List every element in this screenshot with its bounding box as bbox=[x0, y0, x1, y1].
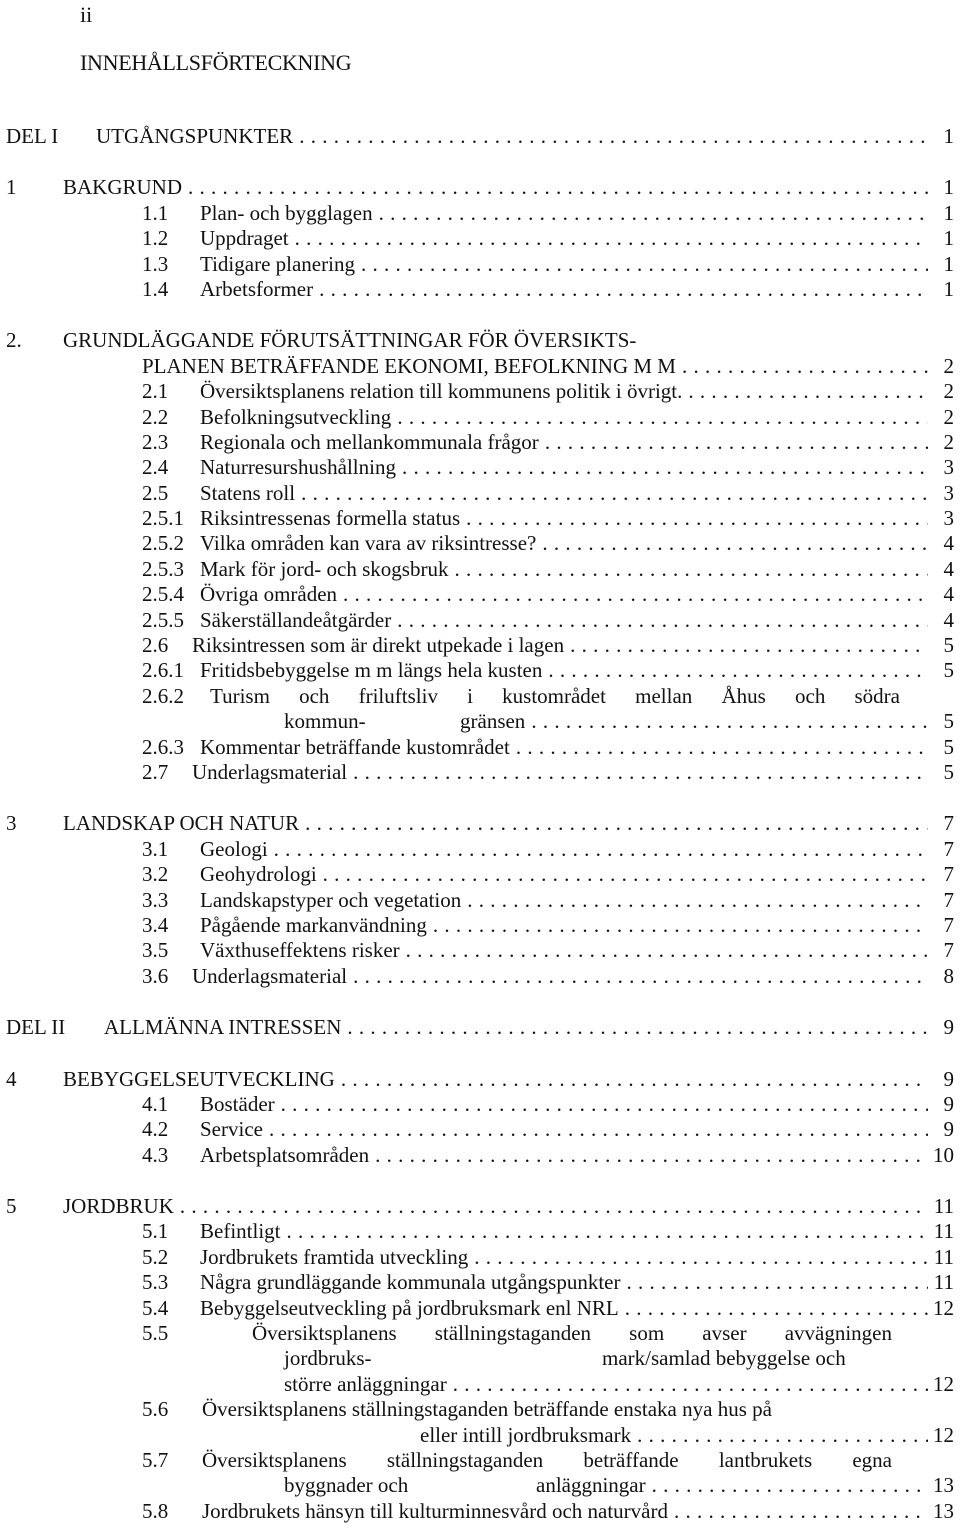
entry-page: 7 bbox=[943, 938, 954, 963]
entry-title: Underlagsmaterial bbox=[192, 963, 348, 988]
entry-number: 3.6 bbox=[142, 963, 169, 988]
entry-number: 2.6.1 bbox=[142, 658, 184, 683]
entry-title: Fritidsbebyggelse m m längs hela kusten bbox=[200, 658, 543, 683]
entry-title: Statens roll bbox=[200, 480, 296, 505]
entry-page: 1 bbox=[943, 226, 954, 251]
toc-entry-2-5-4[interactable] bbox=[6, 582, 954, 607]
entry-page: 9 bbox=[943, 1117, 954, 1142]
toc-entry-2-2[interactable] bbox=[6, 405, 954, 430]
entry-page: 7 bbox=[943, 887, 954, 912]
entry-page: 1 bbox=[943, 175, 954, 200]
dot-leader bbox=[353, 760, 928, 785]
toc-entry-2-6[interactable] bbox=[6, 633, 954, 658]
entry-page: 11 bbox=[933, 1244, 954, 1269]
entry-number: 4.3 bbox=[142, 1142, 169, 1167]
entry-title: Uppdraget bbox=[200, 226, 289, 251]
dot-leader bbox=[295, 226, 928, 251]
dot-leader bbox=[688, 379, 928, 404]
entry-page: 9 bbox=[943, 1015, 954, 1040]
entry-page: 12 bbox=[933, 1422, 954, 1447]
entry-title-part-a: byggnader och bbox=[284, 1473, 409, 1498]
toc-entry-2-5-5[interactable] bbox=[6, 608, 954, 633]
entry-number: 3.4 bbox=[142, 912, 169, 937]
entry-page: 8 bbox=[943, 963, 954, 988]
entry-number: 3.1 bbox=[142, 836, 169, 861]
entry-title: BEBYGGELSEUTVECKLING bbox=[63, 1066, 335, 1091]
toc-entry-2-6-2-line1[interactable] bbox=[6, 684, 954, 709]
toc-entry-del-1[interactable] bbox=[6, 124, 954, 149]
toc-entry-2-3[interactable] bbox=[6, 430, 954, 455]
entry-page: 4 bbox=[943, 582, 954, 607]
toc-entry-2-6-3[interactable] bbox=[6, 735, 954, 760]
entry-title: Naturresurshushållning bbox=[200, 455, 396, 480]
table-of-contents bbox=[6, 124, 954, 1524]
entry-number: 5.3 bbox=[142, 1270, 169, 1295]
entry-title: Tidigare planering bbox=[200, 251, 355, 276]
dot-leader bbox=[341, 1067, 928, 1092]
entry-title: JORDBRUK bbox=[63, 1194, 174, 1219]
entry-page: 5 bbox=[943, 734, 954, 759]
entry-number: 1 bbox=[6, 175, 17, 200]
entry-page: 4 bbox=[943, 531, 954, 556]
toc-entry-2-6-2[interactable] bbox=[6, 709, 954, 734]
dot-leader bbox=[625, 1296, 928, 1321]
entry-title: eller intill jordbruksmark bbox=[420, 1422, 632, 1447]
toc-entry-5-7[interactable] bbox=[6, 1473, 954, 1498]
dot-leader bbox=[180, 1194, 928, 1219]
entry-title: Regionala och mellankommunala frågor bbox=[200, 429, 539, 454]
dot-leader bbox=[467, 888, 928, 913]
entry-number: 2.6 bbox=[142, 633, 169, 658]
entry-page: 1 bbox=[943, 124, 954, 148]
entry-page: 9 bbox=[943, 1091, 954, 1116]
entry-number: 2.4 bbox=[142, 455, 169, 480]
entry-page: 7 bbox=[943, 912, 954, 937]
entry-page: 13 bbox=[933, 1473, 954, 1498]
entry-title: Service bbox=[200, 1117, 263, 1142]
toc-entry-3-1[interactable] bbox=[6, 837, 954, 862]
entry-page: 1 bbox=[943, 200, 954, 225]
dot-leader bbox=[281, 1092, 928, 1117]
entry-number: DEL II bbox=[6, 1015, 66, 1040]
entry-title: Översiktsplanens relation till kommunens politik i övrigt. bbox=[200, 379, 683, 404]
entry-number: 2.5 bbox=[142, 480, 169, 505]
toc-entry-5-6[interactable] bbox=[6, 1423, 954, 1448]
entry-page: 7 bbox=[943, 836, 954, 861]
entry-number: 2.6.2 bbox=[142, 683, 184, 708]
toc-entry-1-2[interactable] bbox=[6, 226, 954, 251]
dot-leader bbox=[274, 837, 928, 862]
entry-number: 1.2 bbox=[142, 226, 169, 251]
entry-number: 3.2 bbox=[142, 862, 169, 887]
toc-entry-2-4[interactable] bbox=[6, 455, 954, 480]
toc-entry-chapter-3[interactable] bbox=[6, 811, 954, 836]
entry-title-line2-part-a: jordbruks- bbox=[284, 1346, 372, 1371]
entry-page: 10 bbox=[933, 1142, 954, 1167]
toc-entry-5-5[interactable] bbox=[6, 1372, 954, 1397]
entry-title: Vilka områden kan vara av riksintresse? bbox=[200, 531, 537, 556]
entry-number: 2.3 bbox=[142, 429, 169, 454]
entry-number: 2.2 bbox=[142, 404, 169, 429]
dot-leader bbox=[299, 124, 928, 149]
toc-entry-5-6-line1[interactable] bbox=[6, 1397, 954, 1422]
toc-entry-4-1[interactable] bbox=[6, 1092, 954, 1117]
entry-page: 4 bbox=[943, 556, 954, 581]
entry-page: 4 bbox=[943, 607, 954, 632]
dot-leader bbox=[319, 277, 928, 302]
entry-title: Bostäder bbox=[200, 1091, 275, 1116]
toc-entry-1-4[interactable] bbox=[6, 277, 954, 302]
dot-leader bbox=[406, 938, 928, 963]
entry-title: Arbetsplatsområden bbox=[200, 1142, 370, 1167]
entry-title: LANDSKAP OCH NATUR bbox=[63, 811, 300, 836]
toc-entry-chapter-5[interactable] bbox=[6, 1194, 954, 1219]
entry-number: 2.5.4 bbox=[142, 582, 184, 607]
toc-entry-3-5[interactable] bbox=[6, 938, 954, 963]
entry-number: 5.2 bbox=[142, 1244, 169, 1269]
entry-page: 12 bbox=[933, 1371, 954, 1396]
toc-entry-2-6-1[interactable] bbox=[6, 658, 954, 683]
dot-leader bbox=[397, 405, 928, 430]
dot-leader bbox=[188, 175, 928, 200]
entry-page: 5 bbox=[943, 759, 954, 784]
dot-leader bbox=[433, 913, 928, 938]
entry-page: 5 bbox=[943, 658, 954, 683]
document-title: INNEHÅLLSFÖRTECKNING bbox=[80, 50, 352, 75]
entry-number: 5 bbox=[6, 1194, 17, 1219]
toc-entry-5-5-line1[interactable] bbox=[6, 1321, 954, 1346]
dot-leader bbox=[637, 1423, 928, 1448]
entry-title: Kommentar beträffande kustområdet bbox=[200, 734, 510, 759]
dot-leader bbox=[375, 1143, 928, 1168]
toc-entry-3-3[interactable] bbox=[6, 888, 954, 913]
entry-page: 3 bbox=[943, 455, 954, 480]
toc-entry-3-4[interactable] bbox=[6, 913, 954, 938]
entry-title-line2-part-b: mark/samlad bebyggelse och bbox=[602, 1346, 846, 1371]
entry-page: 3 bbox=[943, 506, 954, 531]
entry-number: 2.6.3 bbox=[142, 734, 184, 759]
dot-leader bbox=[287, 1219, 929, 1244]
entry-title: Jordbrukets framtida utveckling bbox=[200, 1244, 469, 1269]
dot-leader bbox=[402, 455, 928, 480]
entry-title: Underlagsmaterial bbox=[192, 759, 348, 784]
entry-title-line1: GRUNDLÄGGANDE FÖRUTSÄTTNINGAR FÖR ÖVERSIKTS- bbox=[63, 328, 637, 353]
entry-number: 5.8 bbox=[142, 1498, 169, 1523]
toc-entry-5-5-line2[interactable] bbox=[6, 1346, 954, 1371]
entry-title: Arbetsformer bbox=[200, 276, 314, 301]
dot-leader bbox=[361, 252, 928, 277]
toc-entry-chapter-4[interactable] bbox=[6, 1067, 954, 1092]
entry-title: Befintligt bbox=[200, 1219, 281, 1244]
entry-page: 1 bbox=[943, 276, 954, 301]
entry-number: 3.3 bbox=[142, 887, 169, 912]
toc-entry-4-3[interactable] bbox=[6, 1143, 954, 1168]
toc-entry-chapter-2-line1[interactable] bbox=[6, 328, 954, 353]
entry-title: Jordbrukets hänsyn till kulturminnesvård och naturvård bbox=[202, 1498, 668, 1523]
entry-number: DEL I bbox=[6, 124, 59, 148]
entry-number: 5.5 bbox=[142, 1321, 169, 1346]
page-number: ii bbox=[80, 2, 93, 27]
toc-entry-5-3[interactable] bbox=[6, 1270, 954, 1295]
entry-title: BAKGRUND bbox=[63, 175, 183, 200]
toc-entry-3-6[interactable] bbox=[6, 964, 954, 989]
dot-leader bbox=[301, 481, 928, 506]
dot-leader bbox=[343, 582, 928, 607]
entry-number: 5.7 bbox=[142, 1447, 169, 1472]
entry-number: 1.3 bbox=[142, 251, 169, 276]
dot-leader bbox=[570, 633, 928, 658]
toc-entry-chapter-1[interactable] bbox=[6, 175, 954, 200]
toc-entry-2-5-1[interactable] bbox=[6, 506, 954, 531]
dot-leader bbox=[474, 1245, 928, 1270]
entry-title: Landskapstyper och vegetation bbox=[200, 887, 462, 912]
entry-title: UTGÅNGSPUNKTER bbox=[96, 124, 294, 148]
entry-title: Växthuseffektens risker bbox=[200, 938, 400, 963]
toc-entry-2-5[interactable] bbox=[6, 481, 954, 506]
entry-title-line1: Turism och friluftsliv i kustområdet mellan Åhus och södra bbox=[210, 683, 900, 708]
entry-number: 1.4 bbox=[142, 276, 169, 301]
entry-title: Geohydrologi bbox=[200, 862, 317, 887]
entry-title: ALLMÄNNA INTRESSEN bbox=[104, 1015, 342, 1040]
dot-leader bbox=[545, 430, 928, 455]
entry-title: Pågående markanvändning bbox=[200, 912, 427, 937]
entry-number: 4 bbox=[6, 1066, 17, 1091]
entry-number: 1.1 bbox=[142, 200, 169, 225]
entry-title: Bebyggelseutveckling på jordbruksmark enl NRL bbox=[200, 1295, 619, 1320]
entry-number: 5.6 bbox=[142, 1397, 169, 1422]
toc-entry-2-7[interactable] bbox=[6, 760, 954, 785]
dot-leader bbox=[323, 862, 928, 887]
toc-entry-5-7-line1[interactable] bbox=[6, 1448, 954, 1473]
toc-entry-5-4[interactable] bbox=[6, 1296, 954, 1321]
entry-title-part-b: gränsen bbox=[460, 709, 526, 734]
toc-entry-1-1[interactable] bbox=[6, 201, 954, 226]
entry-title: PLANEN BETRÄFFANDE EKONOMI, BEFOLKNING M M bbox=[142, 353, 676, 378]
dot-leader bbox=[542, 531, 928, 556]
entry-number: 2.5.3 bbox=[142, 556, 184, 581]
dot-leader bbox=[548, 658, 928, 683]
entry-page: 2 bbox=[943, 353, 954, 378]
dot-leader bbox=[531, 709, 928, 734]
entry-title: Några grundläggande kommunala utgångspunkter bbox=[200, 1270, 621, 1295]
entry-title: Riksintressen som är direkt utpekade i lagen bbox=[192, 633, 565, 658]
entry-page: 11 bbox=[933, 1270, 954, 1295]
entry-page: 7 bbox=[943, 862, 954, 887]
toc-entry-2-5-3[interactable] bbox=[6, 557, 954, 582]
entry-page: 3 bbox=[943, 480, 954, 505]
entry-title-line1: Översiktsplanens ställningstaganden som avser avvägningen bbox=[252, 1321, 892, 1346]
dot-leader bbox=[516, 735, 928, 760]
entry-page: 9 bbox=[943, 1066, 954, 1091]
entry-title: Plan- och bygglagen bbox=[200, 200, 373, 225]
entry-title: Riksintressenas formella status bbox=[200, 506, 461, 531]
toc-entry-2-1[interactable] bbox=[6, 379, 954, 404]
dot-leader bbox=[454, 557, 928, 582]
toc-entry-1-3[interactable] bbox=[6, 252, 954, 277]
dot-leader bbox=[269, 1117, 928, 1142]
entry-page: 11 bbox=[933, 1194, 954, 1219]
entry-title: Geologi bbox=[200, 836, 268, 861]
dot-leader bbox=[652, 1473, 928, 1498]
dot-leader bbox=[626, 1270, 928, 1295]
entry-page: 7 bbox=[943, 811, 954, 836]
entry-title: Mark för jord- och skogsbruk bbox=[200, 556, 449, 581]
dot-leader bbox=[353, 964, 928, 989]
entry-page: 13 bbox=[933, 1498, 954, 1523]
entry-number: 2.5.2 bbox=[142, 531, 184, 556]
entry-page: 5 bbox=[943, 633, 954, 658]
entry-title-part-b: anläggningar bbox=[536, 1473, 646, 1498]
entry-number: 4.1 bbox=[142, 1091, 169, 1116]
entry-page: 11 bbox=[933, 1219, 954, 1244]
entry-title: Övriga områden bbox=[200, 582, 338, 607]
toc-entry-chapter-2[interactable] bbox=[6, 354, 954, 379]
dot-leader bbox=[397, 608, 928, 633]
entry-title: Befolkningsutveckling bbox=[200, 404, 392, 429]
toc-entry-3-2[interactable] bbox=[6, 862, 954, 887]
entry-title: Säkerställandeåtgärder bbox=[200, 607, 392, 632]
entry-page: 1 bbox=[943, 251, 954, 276]
entry-page: 2 bbox=[943, 404, 954, 429]
entry-page: 2 bbox=[943, 429, 954, 454]
entry-page: 2 bbox=[943, 379, 954, 404]
entry-number: 5.4 bbox=[142, 1295, 169, 1320]
entry-number: 3 bbox=[6, 811, 17, 836]
entry-page: 5 bbox=[943, 709, 954, 734]
dot-leader bbox=[674, 1499, 928, 1524]
entry-number: 5.1 bbox=[142, 1219, 169, 1244]
entry-number: 2.7 bbox=[142, 759, 169, 784]
dot-leader bbox=[453, 1372, 928, 1397]
entry-number: 2.1 bbox=[142, 379, 169, 404]
toc-entry-del-2[interactable] bbox=[6, 1015, 954, 1040]
dot-leader bbox=[379, 201, 928, 226]
toc-entry-5-1[interactable] bbox=[6, 1219, 954, 1244]
dot-leader bbox=[466, 506, 928, 531]
entry-page: 12 bbox=[933, 1295, 954, 1320]
entry-number: 3.5 bbox=[142, 938, 169, 963]
entry-title: större anläggningar bbox=[284, 1371, 447, 1396]
entry-number: 2.5.5 bbox=[142, 607, 184, 632]
toc-entry-5-8[interactable] bbox=[6, 1499, 954, 1524]
entry-title-line1: Översiktsplanens ställningstaganden beträffande enstaka nya hus på bbox=[202, 1397, 772, 1422]
entry-number: 4.2 bbox=[142, 1117, 169, 1142]
entry-title-line1: Översiktsplanens ställningstaganden beträffande lantbrukets egna bbox=[202, 1447, 892, 1472]
toc-entry-2-5-2[interactable] bbox=[6, 531, 954, 556]
dot-leader bbox=[305, 811, 928, 836]
entry-title-part-a: kommun- bbox=[284, 709, 366, 734]
dot-leader bbox=[347, 1015, 928, 1040]
toc-entry-4-2[interactable] bbox=[6, 1117, 954, 1142]
entry-number: 2. bbox=[6, 328, 22, 353]
entry-number: 2.5.1 bbox=[142, 506, 184, 531]
toc-entry-5-2[interactable] bbox=[6, 1245, 954, 1270]
dot-leader bbox=[682, 354, 928, 379]
